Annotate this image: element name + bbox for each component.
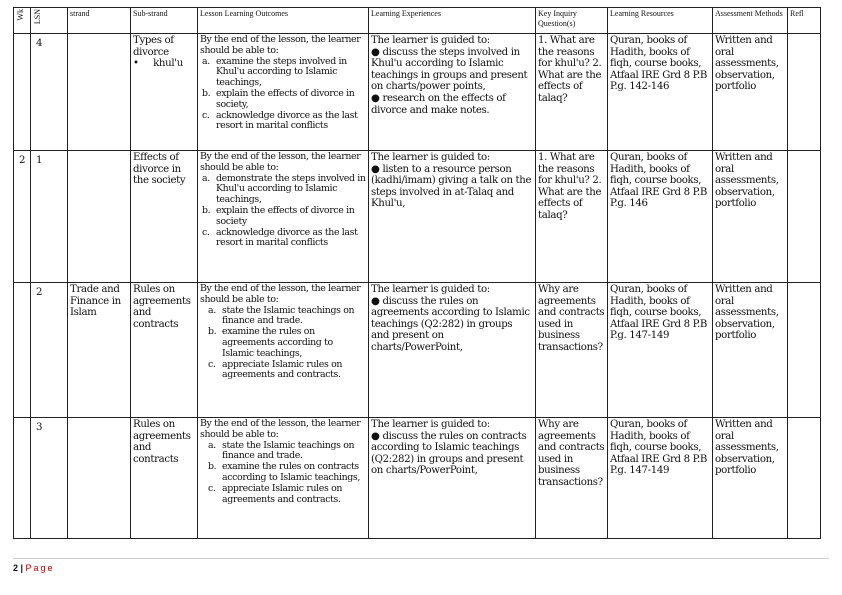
cell-kiq: 1. What are the reasons for khul'u? 2. What are the effects of talaq?	[536, 151, 608, 283]
cell-assessment: Written and oral assessments, observation, portfolio	[713, 151, 788, 283]
header-resources: Learning Resources	[608, 8, 713, 34]
outcome-marker: b.	[202, 87, 211, 99]
outcome-text: state the Islamic teachings on finance and trade.	[222, 304, 355, 327]
outcome-text: state the Islamic teachings on finance and trade.	[222, 439, 355, 462]
outcome-text: appreciate Islamic rules on agreements and contracts.	[222, 482, 343, 505]
experiences-intro: The learner is guided to:	[371, 284, 490, 295]
cell-wk	[14, 283, 31, 418]
bullet-icon: •	[133, 58, 154, 70]
cell-kiq: 1. What are the reasons for khul'u? 2. What are the effects of talaq?	[536, 34, 608, 151]
outcome-text: examine the steps involved in Khul'u according to Islamic teachings,	[216, 55, 347, 89]
page-number: 2	[13, 563, 19, 573]
outcome-marker: a.	[202, 55, 210, 67]
outcome-item	[200, 174, 366, 206]
cell-refl	[788, 151, 821, 283]
cell-kiq: Why are agreements and contracts used in business transactions?	[536, 418, 608, 539]
substrand-text: Rules on agreements and contracts	[133, 284, 191, 330]
outcome-text: examine the rules on agreements according to Islamic teachings,	[222, 326, 333, 359]
cell-assessment: Written and oral assessments, observation, portfolio	[713, 418, 788, 539]
experiences-intro: The learner is guided to:	[371, 35, 490, 46]
header-assessment: Assessment Methods	[713, 8, 788, 34]
outcome-item	[200, 89, 366, 111]
cell-resources: Quran, books of Hadith, books of fiqh, course books, Atfaal IRE Grd 8 P.B P.g. 142-146	[608, 34, 713, 151]
outcome-marker: c.	[202, 109, 210, 121]
cell-outcomes	[198, 418, 369, 539]
outcome-marker: a.	[208, 304, 216, 316]
cell-assessment: Written and oral assessments, observation, portfolio	[713, 34, 788, 151]
footer-separator: |	[18, 563, 26, 573]
header-kiq: Key Inquiry Question(s)	[536, 8, 608, 34]
cell-wk: 2	[14, 151, 31, 283]
cell-lsn: 1	[31, 151, 68, 283]
cell-outcomes	[198, 283, 369, 418]
cell-resources: Quran, books of Hadith, books of fiqh, course books, Atfaal IRE Grd 8 P.B P.g. 147-149	[608, 418, 713, 539]
cell-substrand	[131, 418, 198, 539]
outcome-text: demonstrate the steps involved in Khul'u according to Islamic teachings,	[216, 172, 366, 206]
outcomes-intro: By the end of the lesson, the learner should be able to:	[200, 151, 361, 173]
outcomes-intro: By the end of the lesson, the learner should be able to:	[200, 283, 361, 305]
table-row	[14, 34, 821, 151]
cell-wk	[14, 418, 31, 539]
experiences-intro: The learner is guided to:	[371, 419, 490, 430]
header-wk-label: Wk	[16, 9, 25, 21]
outcome-text: explain the effects of divorce in society,	[216, 87, 355, 110]
bullet-icon: ●	[371, 163, 383, 175]
header-lsn	[31, 8, 68, 34]
bullet-icon: ●	[371, 46, 383, 58]
cell-experiences	[369, 283, 536, 418]
outcome-item	[200, 57, 366, 89]
header-refl: Refl	[788, 8, 821, 34]
outcome-text: explain the effects of divorce in society	[216, 204, 355, 227]
cell-substrand	[131, 34, 198, 151]
cell-outcomes	[198, 34, 369, 151]
bullet-icon: ●	[371, 295, 383, 307]
outcome-item	[200, 228, 366, 250]
cell-resources: Quran, books of Hadith, books of fiqh, course books, Atfaal IRE Grd 8 P.B P.g. 146	[608, 151, 713, 283]
substrand-text: Types of divorce	[133, 35, 174, 58]
cell-strand	[68, 418, 131, 539]
cell-experiences	[369, 151, 536, 283]
header-wk	[14, 8, 31, 34]
outcome-marker: a.	[208, 439, 216, 451]
cell-experiences	[369, 34, 536, 151]
substrand-text: Effects of divorce in the society	[133, 152, 186, 187]
outcomes-intro: By the end of the lesson, the learner should be able to:	[200, 34, 361, 56]
cell-refl	[788, 418, 821, 539]
header-substrand: Sub-strand	[131, 8, 198, 34]
cell-refl	[788, 283, 821, 418]
experience-text: research on the effects of divorce and make notes.	[371, 92, 506, 116]
substrand-bullet	[133, 58, 195, 70]
outcome-marker: c.	[208, 358, 216, 370]
page-footer	[13, 563, 55, 573]
cell-experiences	[369, 418, 536, 539]
outcome-item	[200, 306, 366, 328]
experiences-intro: The learner is guided to:	[371, 152, 490, 163]
table-row	[14, 283, 821, 418]
cell-lsn: 4	[31, 34, 68, 151]
outcome-text: acknowledge divorce as the last resort in marital conflicts	[216, 109, 358, 132]
outcome-item	[200, 462, 366, 484]
outcome-item	[200, 327, 366, 359]
outcome-item	[200, 360, 366, 382]
cell-outcomes	[198, 151, 369, 283]
outcome-item	[200, 206, 366, 228]
header-outcomes: Lesson Learning Outcomes	[198, 8, 369, 34]
cell-kiq: Why are agreements and contracts used in business transactions?	[536, 283, 608, 418]
experience-item	[371, 164, 533, 210]
experience-text: discuss the steps involved in Khul'u according to Islamic teachings in groups and present on charts/power points,	[371, 46, 528, 93]
outcome-marker: b.	[208, 326, 217, 338]
experience-item	[371, 93, 533, 116]
outcome-item	[200, 484, 366, 506]
cell-substrand	[131, 151, 198, 283]
cell-assessment: Written and oral assessments, observation, portfolio	[713, 283, 788, 418]
outcome-marker: c.	[202, 226, 210, 238]
experience-item	[371, 47, 533, 93]
substrand-text: Rules on agreements and contracts	[133, 419, 191, 465]
outcome-item	[200, 441, 366, 463]
experience-item	[371, 431, 533, 477]
outcome-marker: a.	[202, 172, 210, 184]
bullet-icon: ●	[371, 430, 383, 442]
cell-lsn: 3	[31, 418, 68, 539]
table-row	[14, 151, 821, 283]
table-row	[14, 418, 821, 539]
cell-strand	[68, 151, 131, 283]
experience-text: listen to a resource person (kadhi/imam) giving a talk on the steps involved in at-Talaq and Khul'u,	[371, 163, 532, 210]
scheme-of-work-table	[13, 7, 821, 539]
outcome-text: acknowledge divorce as the last resort in marital conflicts	[216, 226, 358, 249]
cell-lsn: 2	[31, 283, 68, 418]
header-lsn-label: LSN	[33, 9, 42, 25]
outcomes-intro: By the end of the lesson, the learner should be able to:	[200, 418, 361, 440]
cell-wk	[14, 34, 31, 151]
outcome-text: appreciate Islamic rules on agreements and contracts.	[222, 358, 343, 381]
outcome-marker: b.	[202, 204, 211, 216]
header-row	[14, 8, 821, 34]
footer-divider	[13, 558, 829, 559]
substrand-bullet-text: khul'u	[153, 58, 183, 70]
outcome-text: examine the rules on contracts according to Islamic teachings,	[222, 461, 361, 483]
experience-text: discuss the rules on agreements according to Islamic teachings (Q2:282) in groups and present on charts/PowerPoint,	[371, 295, 530, 353]
cell-substrand	[131, 283, 198, 418]
outcome-item	[200, 111, 366, 133]
header-experiences: Learning Experiences	[369, 8, 536, 34]
cell-strand: Trade and Finance in Islam	[68, 283, 131, 418]
cell-refl	[788, 34, 821, 151]
page-label: Page	[25, 563, 55, 573]
outcome-marker: b.	[208, 461, 217, 473]
cell-resources: Quran, books of Hadith, books of fiqh, course books, Atfaal IRE Grd 8 P.B P.g. 147-149	[608, 283, 713, 418]
bullet-icon: ●	[371, 92, 383, 104]
cell-strand	[68, 34, 131, 151]
experience-item	[371, 296, 533, 354]
header-strand: strand	[68, 8, 131, 34]
outcome-marker: c.	[208, 482, 216, 494]
experience-text: discuss the rules on contracts according to Islamic teachings (Q2:282) in groups and present on charts/PowerPoint,	[371, 430, 527, 477]
